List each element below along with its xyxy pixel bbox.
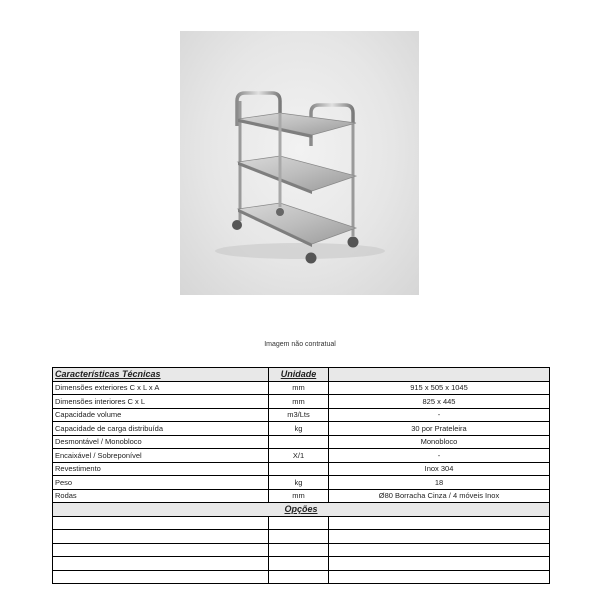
- header-unit: Unidade: [269, 368, 329, 382]
- row-unit: [269, 435, 329, 449]
- row-value: Monobloco: [329, 435, 550, 449]
- options-title: Opções: [53, 503, 550, 517]
- options-empty-row: [53, 516, 550, 530]
- row-label: Rodas: [53, 489, 269, 503]
- row-value: -: [329, 408, 550, 422]
- row-unit: kg: [269, 422, 329, 436]
- product-image: [180, 31, 419, 295]
- table-header-row: [53, 368, 550, 382]
- table-row: [53, 462, 550, 476]
- row-label: Capacidade volume: [53, 408, 269, 422]
- table-row: [53, 489, 550, 503]
- row-unit: X/1: [269, 449, 329, 463]
- technical-spec-table: [52, 367, 550, 584]
- row-label: Encaixável / Sobreponível: [53, 449, 269, 463]
- row-unit: [269, 462, 329, 476]
- header-characteristics: Características Técnicas: [53, 368, 269, 382]
- row-label: Dimensões interiores C x L: [53, 395, 269, 409]
- options-header-row: [53, 503, 550, 517]
- row-label: Revestimento: [53, 462, 269, 476]
- row-value: -: [329, 449, 550, 463]
- table-row: [53, 435, 550, 449]
- row-value: 915 x 505 x 1045: [329, 381, 550, 395]
- row-value: 18: [329, 476, 550, 490]
- table-row: [53, 449, 550, 463]
- trolley-illustration: [180, 31, 419, 295]
- row-label: Peso: [53, 476, 269, 490]
- row-label: Desmontável / Monobloco: [53, 435, 269, 449]
- options-empty-row: [53, 530, 550, 544]
- row-label: Capacidade de carga distribuída: [53, 422, 269, 436]
- options-empty-row: [53, 557, 550, 571]
- table-row: [53, 381, 550, 395]
- options-empty-row: [53, 570, 550, 584]
- row-unit: m3/Lts: [269, 408, 329, 422]
- options-empty-row: [53, 543, 550, 557]
- row-unit: mm: [269, 395, 329, 409]
- header-value: [329, 368, 550, 382]
- row-value: 30 por Prateleira: [329, 422, 550, 436]
- row-unit: mm: [269, 489, 329, 503]
- table-row: [53, 408, 550, 422]
- table-row: [53, 395, 550, 409]
- row-unit: kg: [269, 476, 329, 490]
- row-unit: mm: [269, 381, 329, 395]
- row-value: 825 x 445: [329, 395, 550, 409]
- row-value: Inox 304: [329, 462, 550, 476]
- row-value: Ø80 Borracha Cinza / 4 móveis Inox: [329, 489, 550, 503]
- row-label: Dimensões exteriores C x L x A: [53, 381, 269, 395]
- table-row: [53, 476, 550, 490]
- table-row: [53, 422, 550, 436]
- image-caption: Imagem não contratual: [264, 341, 336, 348]
